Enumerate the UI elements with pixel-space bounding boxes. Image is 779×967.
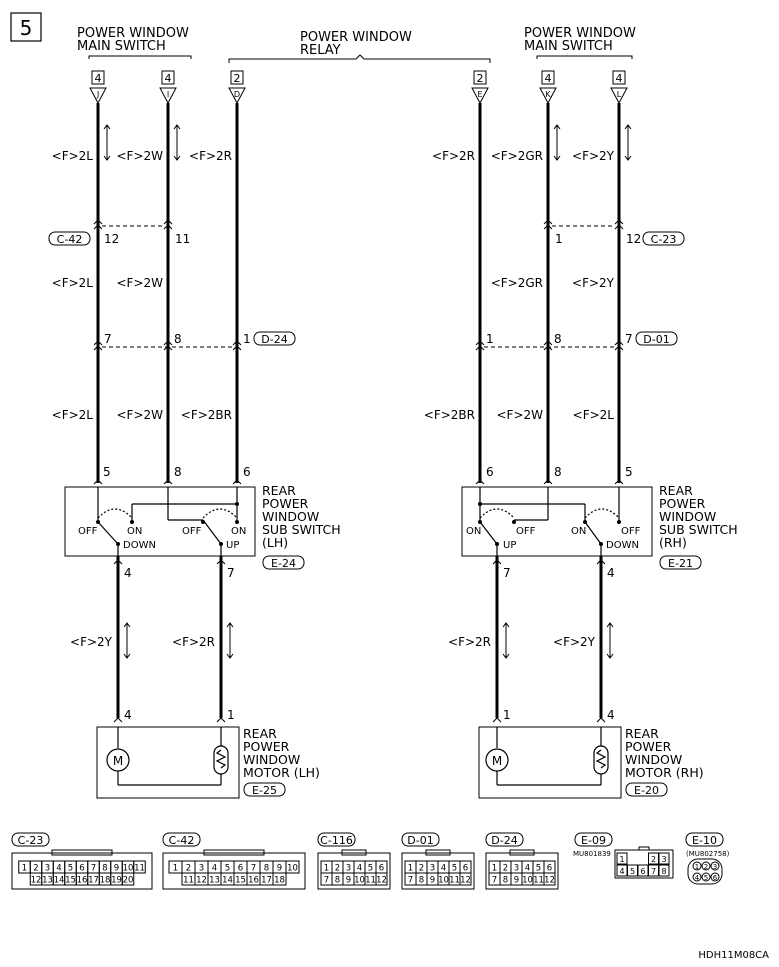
header-main-switch-right-2: MAIN SWITCH: [524, 39, 613, 54]
pin-label: 13: [42, 875, 53, 886]
svg-text:DOWN: DOWN: [123, 540, 156, 551]
connector-view-c-116: [318, 833, 390, 889]
pin-label: 2: [703, 863, 709, 871]
header-relay-2: RELAY: [300, 43, 341, 58]
pin-label: 12: [460, 875, 471, 886]
svg-text:1: 1: [503, 708, 511, 722]
svg-text:M: M: [112, 754, 124, 768]
d24-pin-b: 8: [174, 332, 182, 346]
pin-label: 12: [376, 875, 387, 886]
pin-label: 4: [356, 863, 363, 874]
pin-label: 1: [323, 863, 330, 874]
d01-pin-c: 7: [625, 332, 633, 346]
pin-label: 4: [619, 867, 625, 876]
sub-switch-lh-title-2: POWER: [262, 496, 309, 511]
svg-text:8: 8: [554, 465, 562, 479]
connector-view-label: C-23: [17, 834, 44, 847]
svg-text:E-21: E-21: [668, 557, 693, 570]
pin-label: 5: [367, 863, 374, 874]
svg-text:J: J: [96, 90, 100, 99]
connector-view-e-09: [573, 833, 673, 878]
motor-rh-title-1: REAR: [625, 726, 659, 741]
svg-text:E-25: E-25: [252, 784, 277, 797]
pin-label: 5: [451, 863, 458, 874]
connector-view-label: C-42: [168, 834, 195, 847]
pin-label: 4: [211, 863, 218, 874]
current-arrows: [104, 125, 631, 658]
pin-label: 5: [629, 867, 636, 876]
pin-label: 4: [440, 863, 447, 874]
pin-label: 9: [276, 863, 283, 874]
sub-switch-lh-title-4: SUB SWITCH: [262, 522, 341, 537]
svg-text:6: 6: [243, 465, 251, 479]
connector-part-number: (MU802758): [686, 850, 730, 858]
d24-pin-c: 1: [243, 332, 251, 346]
svg-text:ON: ON: [127, 526, 143, 537]
pin-label: 11: [134, 863, 145, 874]
pin-label: 8: [502, 875, 509, 886]
connector-view-c-23: [12, 833, 152, 889]
pin-label: 14: [53, 875, 65, 886]
pin-label: 3: [661, 855, 667, 864]
wire-label-low-2: <F>2W: [116, 408, 163, 422]
svg-text:OFF: OFF: [182, 526, 202, 537]
svg-text:C-42: C-42: [56, 233, 83, 246]
pin-label: 10: [287, 863, 298, 874]
wire-label-mid-2: <F>2W: [116, 276, 163, 290]
pin-label: 4: [694, 874, 700, 882]
connector-d01-tag: [636, 332, 677, 346]
svg-text:E-20: E-20: [634, 784, 659, 797]
pin-label: 3: [712, 863, 718, 871]
connector-face-views: [12, 833, 730, 889]
wire-label-top-2: <F>2W: [116, 149, 163, 163]
pin-label: 9: [345, 875, 352, 886]
pin-label: 12: [544, 875, 555, 886]
wire-label-bottom-1: <F>2Y: [70, 635, 112, 649]
pin-label: 18: [274, 875, 285, 886]
pin-label: 6: [79, 863, 85, 874]
c42-pin-a: 12: [104, 232, 120, 246]
pin-label: 6: [378, 863, 385, 874]
pin-label: 17: [261, 875, 272, 886]
svg-text:1: 1: [227, 708, 235, 722]
svg-text:6: 6: [486, 465, 494, 479]
svg-text:M: M: [491, 754, 503, 768]
svg-text:I: I: [166, 90, 170, 99]
c23-pin-b: 12: [626, 232, 642, 246]
pin-label: 11: [365, 875, 376, 886]
sub-switch-lh-title-1: REAR: [262, 483, 296, 498]
sub-switch-lh: [65, 465, 255, 580]
pin-label: 3: [198, 863, 205, 874]
svg-text:C-23: C-23: [650, 233, 677, 246]
pin-label: 7: [323, 875, 330, 886]
pin-label: 19: [111, 875, 122, 886]
c23-pin-a: 1: [555, 232, 563, 246]
pin-label: 8: [102, 863, 108, 874]
bracket-main-switch-right: [537, 56, 632, 59]
header-main-switch-left-1: POWER WINDOW: [77, 26, 189, 41]
figure-code: HDH11M08CA: [698, 950, 769, 961]
svg-text:OFF: OFF: [78, 526, 98, 537]
pin-label: 6: [712, 874, 718, 882]
terminal-e: [472, 71, 488, 103]
pin-label: 12: [196, 875, 207, 886]
svg-text:D: D: [233, 90, 241, 99]
connector-e24-tag: [263, 556, 304, 570]
connector-view-d-24: [486, 833, 558, 889]
wire-label-top-3: <F>2R: [189, 149, 232, 163]
pin-label: 11: [533, 875, 544, 886]
terminal-d: [229, 71, 245, 103]
wire-label-mid-1: <F>2L: [51, 276, 93, 290]
svg-text:ON: ON: [231, 526, 247, 537]
svg-text:4: 4: [124, 708, 132, 722]
pin-label: 4: [524, 863, 531, 874]
svg-text:2: 2: [476, 72, 484, 85]
connector-part-number: MU801839: [573, 850, 611, 858]
sub-switch-rh-title-2: POWER: [659, 496, 706, 511]
pin-label: 2: [650, 855, 657, 864]
sub-switch-rh-title-1: REAR: [659, 483, 693, 498]
header-relay-1: POWER WINDOW: [300, 30, 412, 45]
svg-text:D-01: D-01: [643, 333, 670, 346]
terminal-l: [611, 71, 627, 103]
motor-lh-title-3: WINDOW: [243, 752, 301, 767]
motor-rh-title-3: WINDOW: [625, 752, 683, 767]
svg-text:4: 4: [164, 72, 172, 85]
wire-label-top-6: <F>2Y: [572, 149, 614, 163]
pin-label: 9: [429, 875, 436, 886]
pin-label: 2: [33, 863, 39, 874]
pin-label: 11: [183, 875, 194, 886]
pin-label: 3: [513, 863, 520, 874]
page-number: 5: [19, 16, 33, 40]
pin-label: 1: [694, 863, 700, 871]
pin-label: 18: [99, 875, 111, 886]
wire-label-low-3: <F>2BR: [180, 408, 232, 422]
svg-text:OFF: OFF: [516, 526, 536, 537]
sub-switch-rh-title-3: WINDOW: [659, 509, 717, 524]
wire-label-low-1: <F>2L: [51, 408, 93, 422]
pin-label: 10: [522, 875, 533, 886]
connector-view-label: E-10: [692, 834, 717, 847]
pin-label: 5: [67, 863, 74, 874]
svg-text:DOWN: DOWN: [606, 540, 639, 551]
terminal-j: [90, 71, 106, 103]
connector-d24-tag: [254, 332, 295, 346]
pin-label: 7: [650, 867, 657, 876]
pin-label: 5: [703, 874, 709, 882]
svg-text:8: 8: [174, 465, 182, 479]
wire-label-bottom-2: <F>2R: [172, 635, 215, 649]
pin-label: 11: [449, 875, 460, 886]
pin-label: 15: [65, 875, 76, 886]
header-main-switch-right-1: POWER WINDOW: [524, 26, 636, 41]
pin-label: 7: [491, 875, 498, 886]
d01-pin-a: 1: [486, 332, 494, 346]
svg-text:K: K: [545, 90, 551, 99]
pin-label: 2: [418, 863, 425, 874]
connector-e25-tag: [244, 783, 285, 797]
pin-label: 15: [235, 875, 246, 886]
bracket-relay: [229, 55, 490, 63]
svg-text:4: 4: [607, 708, 615, 722]
wire-label-low-4: <F>2BR: [423, 408, 475, 422]
svg-text:2: 2: [233, 72, 241, 85]
pin-label: 5: [224, 863, 231, 874]
pin-label: 8: [661, 867, 667, 876]
svg-text:4: 4: [615, 72, 623, 85]
pin-label: 1: [619, 855, 625, 864]
svg-text:5: 5: [625, 465, 633, 479]
d01-pin-b: 8: [554, 332, 562, 346]
connector-view-e-10: [686, 833, 730, 884]
connector-view-d-01: [402, 833, 474, 889]
svg-text:4: 4: [607, 566, 615, 580]
pin-label: 9: [513, 875, 520, 886]
connector-view-label: E-09: [581, 834, 606, 847]
wire-label-low-5: <F>2W: [496, 408, 543, 422]
sub-switch-rh-title-4: SUB SWITCH: [659, 522, 738, 537]
svg-text:4: 4: [94, 72, 102, 85]
svg-text:7: 7: [503, 566, 511, 580]
c42-pin-b: 11: [175, 232, 191, 246]
connector-view-c-42: [163, 833, 305, 889]
svg-text:ON: ON: [571, 526, 587, 537]
d24-pin-a: 7: [104, 332, 112, 346]
connector-c42-tag: [49, 232, 90, 246]
pin-label: 20: [122, 875, 134, 886]
svg-text:UP: UP: [226, 540, 240, 551]
motor-rh-title-4: MOTOR (RH): [625, 765, 704, 780]
connector-view-label: C-116: [320, 834, 353, 847]
sub-switch-lh-title-3: WINDOW: [262, 509, 320, 524]
motor-lh-title-2: POWER: [243, 739, 290, 754]
pin-label: 6: [640, 867, 646, 876]
pin-label: 4: [56, 863, 62, 874]
sub-switch-rh-title-5: (RH): [659, 535, 687, 550]
pin-label: 8: [263, 863, 270, 874]
wire-label-low-6: <F>2L: [572, 408, 614, 422]
pin-label: 6: [462, 863, 469, 874]
svg-text:UP: UP: [503, 540, 517, 551]
pin-label: 2: [502, 863, 509, 874]
pin-label: 14: [222, 875, 233, 886]
motor-lh-title-4: MOTOR (LH): [243, 765, 320, 780]
wire-label-bottom-4: <F>2Y: [553, 635, 595, 649]
svg-text:ON: ON: [466, 526, 482, 537]
motor-rh-title-2: POWER: [625, 739, 672, 754]
pin-label: 12: [30, 875, 42, 886]
pin-label: 1: [491, 863, 498, 874]
svg-text:5: 5: [103, 465, 111, 479]
wire-label-mid-3: <F>2GR: [490, 276, 543, 290]
pin-label: 7: [250, 863, 257, 874]
wire-label-mid-4: <F>2Y: [572, 276, 614, 290]
pin-label: 16: [76, 875, 88, 886]
pin-label: 2: [185, 863, 192, 874]
pin-label: 8: [334, 875, 341, 886]
svg-text:D-24: D-24: [261, 333, 288, 346]
svg-text:4: 4: [544, 72, 552, 85]
pin-label: 13: [209, 875, 220, 886]
pin-label: 9: [113, 863, 120, 874]
svg-text:7: 7: [227, 566, 235, 580]
connector-e20-tag: [626, 783, 667, 797]
wire-label-top-5: <F>2GR: [490, 149, 543, 163]
pin-label: 16: [248, 875, 259, 886]
pin-label: 3: [44, 863, 51, 874]
pin-label: 6: [546, 863, 553, 874]
pin-label: 10: [354, 875, 365, 886]
pin-label: 17: [88, 875, 99, 886]
terminal-i: [160, 71, 176, 103]
pin-label: 1: [407, 863, 414, 874]
pin-label: 1: [172, 863, 179, 874]
pin-label: 5: [535, 863, 542, 874]
pin-label: 2: [334, 863, 341, 874]
connector-c23-tag: [643, 232, 684, 246]
header-main-switch-left-2: MAIN SWITCH: [77, 39, 166, 54]
pin-label: 1: [21, 863, 28, 874]
sub-switch-lh-title-5: (LH): [262, 535, 289, 550]
sub-switch-rh: [462, 465, 652, 580]
wire-label-bottom-3: <F>2R: [448, 635, 491, 649]
pin-label: 8: [418, 875, 425, 886]
svg-text:L: L: [616, 90, 622, 99]
svg-text:E-24: E-24: [271, 557, 296, 570]
bracket-main-switch-left: [89, 56, 191, 59]
connector-e21-tag: [660, 556, 701, 570]
pin-label: 7: [407, 875, 414, 886]
wire-label-top-1: <F>2L: [51, 149, 93, 163]
pin-label: 10: [438, 875, 449, 886]
svg-text:E: E: [477, 90, 483, 99]
pin-label: 6: [237, 863, 244, 874]
pin-label: 10: [122, 863, 134, 874]
pin-label: 3: [429, 863, 436, 874]
wire-label-top-4: <F>2R: [432, 149, 475, 163]
svg-text:OFF: OFF: [621, 526, 641, 537]
terminal-k: [540, 71, 556, 103]
pin-label: 7: [90, 863, 97, 874]
motor-lh-title-1: REAR: [243, 726, 277, 741]
connector-view-label: D-01: [407, 834, 434, 847]
svg-text:4: 4: [124, 566, 132, 580]
connector-view-label: D-24: [491, 834, 518, 847]
pin-label: 3: [345, 863, 352, 874]
